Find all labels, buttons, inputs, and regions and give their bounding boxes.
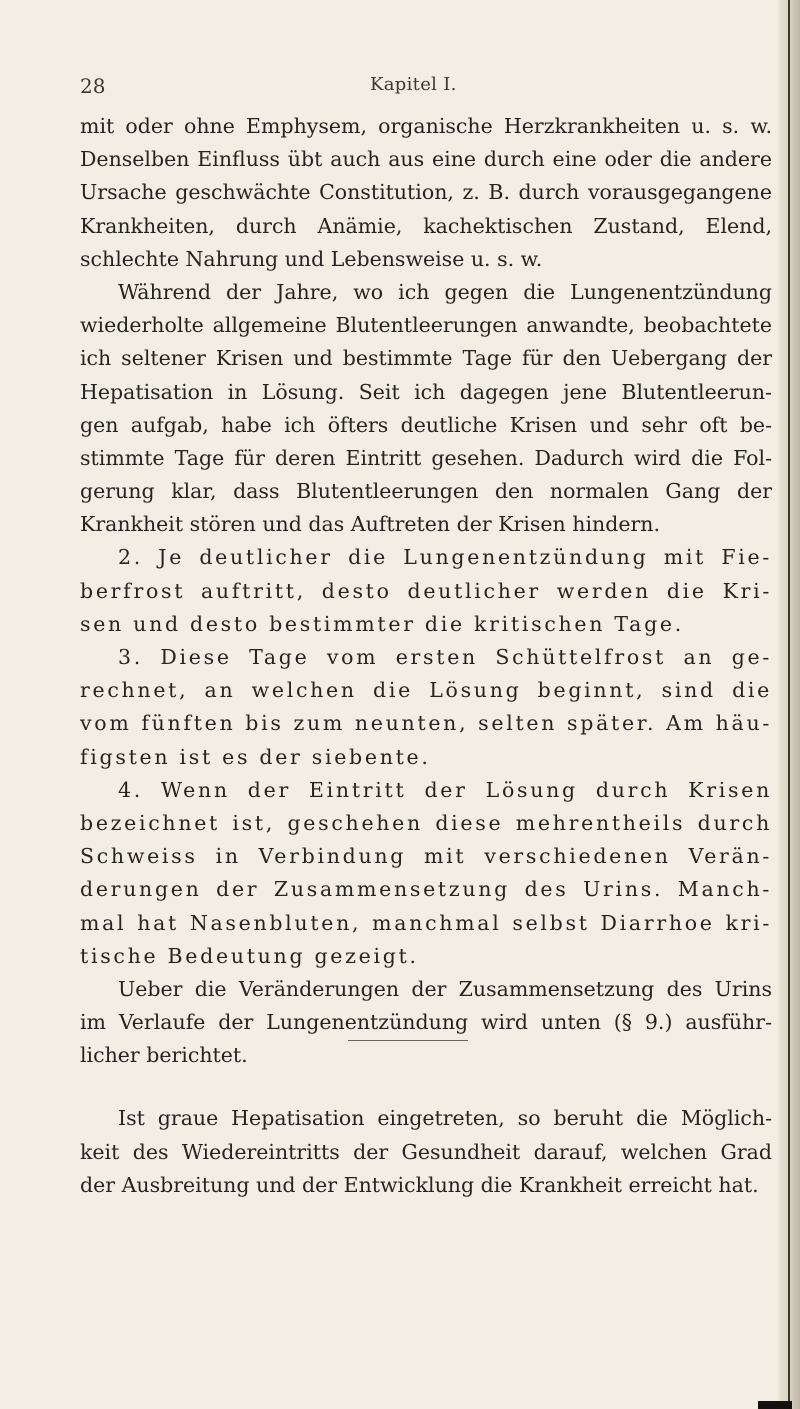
text-line: Krankheiten, durch Anämie, kachektischen Zustand, Elend, bbox=[80, 213, 772, 238]
text-line: schlechte Nahrung und Lebensweise u. s. w. bbox=[80, 246, 543, 271]
text-line: bezeichnet ist, geschehen diese mehrentheils durch bbox=[80, 810, 772, 835]
text-line: sen und desto bestimmter die kritischen Tage. bbox=[80, 611, 684, 636]
text-line: Hepatisation in Lösung. Seit ich dagegen jene Blutentleerun- bbox=[80, 379, 772, 404]
text-line: 2. Je deutlicher die Lungenentzündung mit Fie- bbox=[118, 545, 772, 570]
text-line: 4. Wenn der Eintritt der Lösung durch Krisen bbox=[118, 777, 772, 802]
text-line: Ist graue Hepatisation eingetreten, so beruht die Möglich- bbox=[118, 1106, 772, 1131]
text-line: der Ausbreitung und der Entwicklung die Krankheit erreicht hat. bbox=[80, 1172, 759, 1197]
paragraph-graue-hepatisation bbox=[80, 1102, 772, 1202]
paragraph-point-2 bbox=[80, 541, 772, 641]
text-line: Ursache geschwächte Constitution, z. B. durch vorausgegangene bbox=[80, 180, 772, 205]
page-header bbox=[80, 74, 780, 104]
text-line: Denselben Einfluss übt auch aus eine durch eine oder die andere bbox=[80, 147, 772, 172]
paragraph-point-3 bbox=[80, 641, 772, 774]
text-line: mal hat Nasenbluten, manchmal selbst Diarrhoe kri- bbox=[80, 910, 772, 935]
text-line: gen aufgab, habe ich öfters deutliche Krisen und sehr oft be- bbox=[80, 412, 772, 437]
text-line: gerung klar, dass Blutentleerungen den normalen Gang der bbox=[80, 479, 772, 504]
text-line: tische Bedeutung gezeigt. bbox=[80, 943, 419, 968]
text-line: stimmte Tage für deren Eintritt gesehen. Dadurch wird die Fol- bbox=[80, 445, 772, 470]
text-line: Schweiss in Verbindung mit verschiedenen Verän- bbox=[80, 844, 772, 869]
paragraph-blutentleerungen bbox=[80, 276, 772, 542]
text-line: im Verlaufe der Lungenentzündung wird unten (§ 9.) ausführ- bbox=[80, 1010, 772, 1035]
text-line: wiederholte allgemeine Blutentleerungen anwandte, beobachtete bbox=[80, 313, 772, 338]
text-line: mit oder ohne Emphysem, organische Herzkrankheiten u. s. w. bbox=[80, 114, 772, 138]
text-line: Während der Jahre, wo ich gegen die Lungenentzündung bbox=[118, 279, 772, 304]
text-line: keit des Wiedereintritts der Gesundheit darauf, welchen Grad bbox=[80, 1139, 772, 1164]
text-line: Ueber die Veränderungen der Zusammensetzung des Urins bbox=[118, 976, 772, 1001]
corner-mark bbox=[758, 1401, 792, 1409]
running-head: Kapitel I. bbox=[370, 74, 457, 95]
page-number: 28 bbox=[80, 74, 106, 98]
text-line: 3. Diese Tage vom ersten Schüttelfrost an ge- bbox=[118, 645, 772, 669]
body-text bbox=[80, 110, 772, 1202]
section-gap bbox=[80, 1072, 772, 1102]
text-line: rechnet, an welchen die Lösung beginnt, sind die bbox=[80, 678, 772, 703]
page-edge-line bbox=[788, 0, 790, 1409]
text-line: ich seltener Krisen und bestimmte Tage für den Uebergang der bbox=[80, 346, 772, 371]
text-line: berfrost auftritt, desto deutlicher werden die Kri- bbox=[80, 578, 772, 603]
text-line: derungen der Zusammensetzung des Urins. Manch- bbox=[80, 877, 772, 902]
text-line: licher berichtet. bbox=[80, 1043, 248, 1068]
paragraph-emphysem bbox=[80, 110, 772, 276]
text-line: vom fünften bis zum neunten, selten später. Am häu- bbox=[80, 711, 772, 736]
text-line: figsten ist es der siebente. bbox=[80, 744, 431, 769]
paragraph-point-4 bbox=[80, 774, 772, 973]
paragraph-urin bbox=[80, 973, 772, 1073]
text-line: Krankheit stören und das Auftreten der Krisen hindern. bbox=[80, 512, 660, 537]
section-separator bbox=[348, 1040, 468, 1041]
